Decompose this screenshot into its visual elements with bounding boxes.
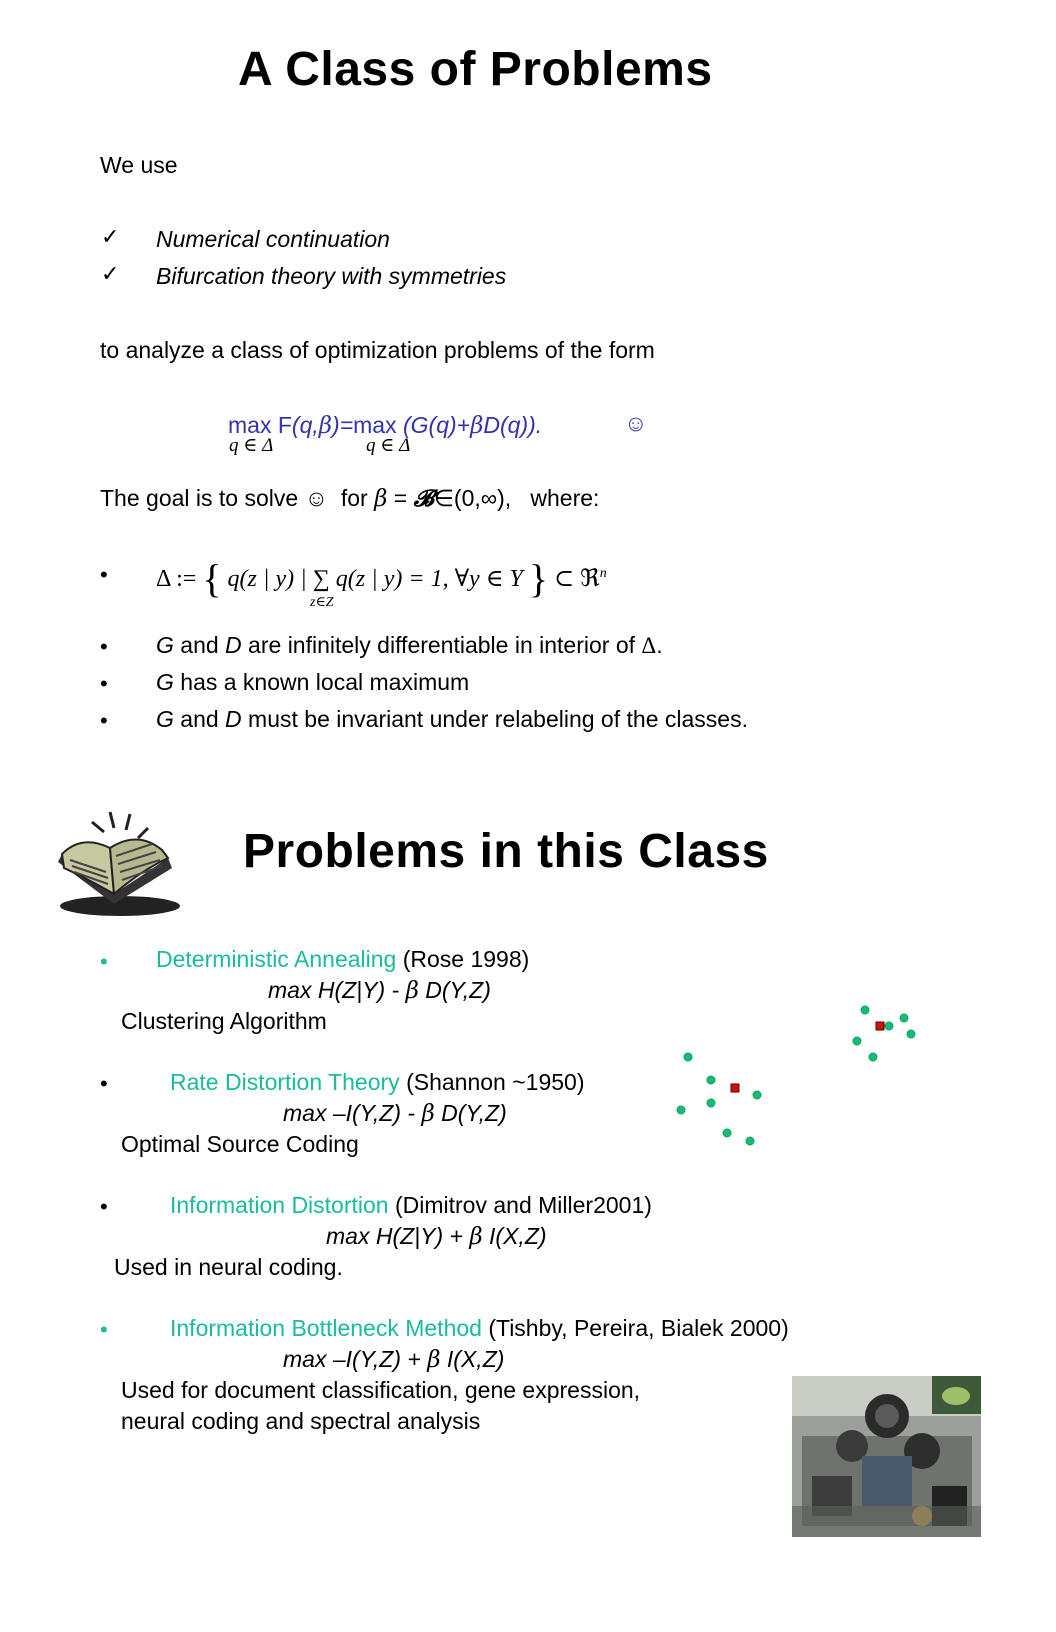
bullet-invariant: G and D must be invariant under relabeling of the classes. [156,706,748,732]
sum-subscript: z∈Z [310,595,334,610]
delta-definition: Δ := { q(z | y) | ∑ q(z | y) = 1, ∀y ∈ Y } ⊂ ℜ$^n$ [156,556,607,601]
checklist-item-continuation: Numerical continuation [156,226,390,252]
bullet-differentiable: G and D are infinitely differentiable in interior of Δ. [156,632,663,658]
smiley-icon: ☺ [304,485,329,511]
formula-subscript-2: q ∈ Δ [366,435,411,456]
bullet-icon: • [100,671,108,696]
book-icon [52,808,186,925]
bullet-icon: • [100,708,108,733]
bullet-icon: • [100,562,108,587]
cluster-scatter-illustration [660,1000,930,1165]
bullet-icon: • [100,1317,108,1342]
bullet-icon: • [100,1071,108,1096]
formula-rate-distortion: max –I(Y,Z) - β D(Y,Z) [283,1100,507,1127]
formula-information-bottleneck: max –I(Y,Z) + β I(X,Z) [283,1346,505,1373]
bullet-icon: • [100,634,108,659]
desc-rate-distortion: Optimal Source Coding [121,1131,359,1157]
lead-text: to analyze a class of optimization problems of the form [100,337,655,363]
desc-information-bottleneck-1: Used for document classification, gene expression, [121,1377,641,1403]
formula-information-distortion: max H(Z|Y) + β I(X,Z) [326,1223,547,1250]
section-title: Problems in this Class [243,825,769,878]
desc-deterministic-annealing: Clustering Algorithm [121,1008,327,1034]
checklist-item-bifurcation: Bifurcation theory with symmetries [156,263,507,289]
check-icon: ✓ [101,262,120,287]
objective-formula: max F(q,β)=max (G(q)+βD(q)). [228,412,543,439]
desc-information-distortion: Used in neural coding. [114,1254,343,1280]
formula-deterministic-annealing: max H(Z|Y) - β D(Y,Z) [268,977,491,1004]
lab-equipment-photo [792,1376,981,1537]
bullet-icon: • [100,949,108,974]
goal-text: The goal is to solve ☺ for β = 𝓑∈(0,∞), where: [100,485,600,512]
bullet-local-maximum: G has a known local maximum [156,669,470,695]
check-icon: ✓ [101,225,120,250]
item-information-distortion: Information Distortion (Dimitrov and Miller2001) [170,1192,652,1218]
bullet-icon: • [100,1194,108,1219]
formula-subscript-1: q ∈ Δ [229,435,274,456]
item-information-bottleneck: Information Bottleneck Method (Tishby, Pereira, Bialek 2000) [170,1315,789,1341]
page-title: A Class of Problems [238,43,713,96]
item-rate-distortion: Rate Distortion Theory (Shannon ~1950) [170,1069,585,1095]
smiley-icon: ☺ [624,410,648,436]
item-deterministic-annealing: Deterministic Annealing (Rose 1998) [156,946,530,972]
desc-information-bottleneck-2: neural coding and spectral analysis [121,1408,481,1434]
intro-text: We use [100,152,178,178]
